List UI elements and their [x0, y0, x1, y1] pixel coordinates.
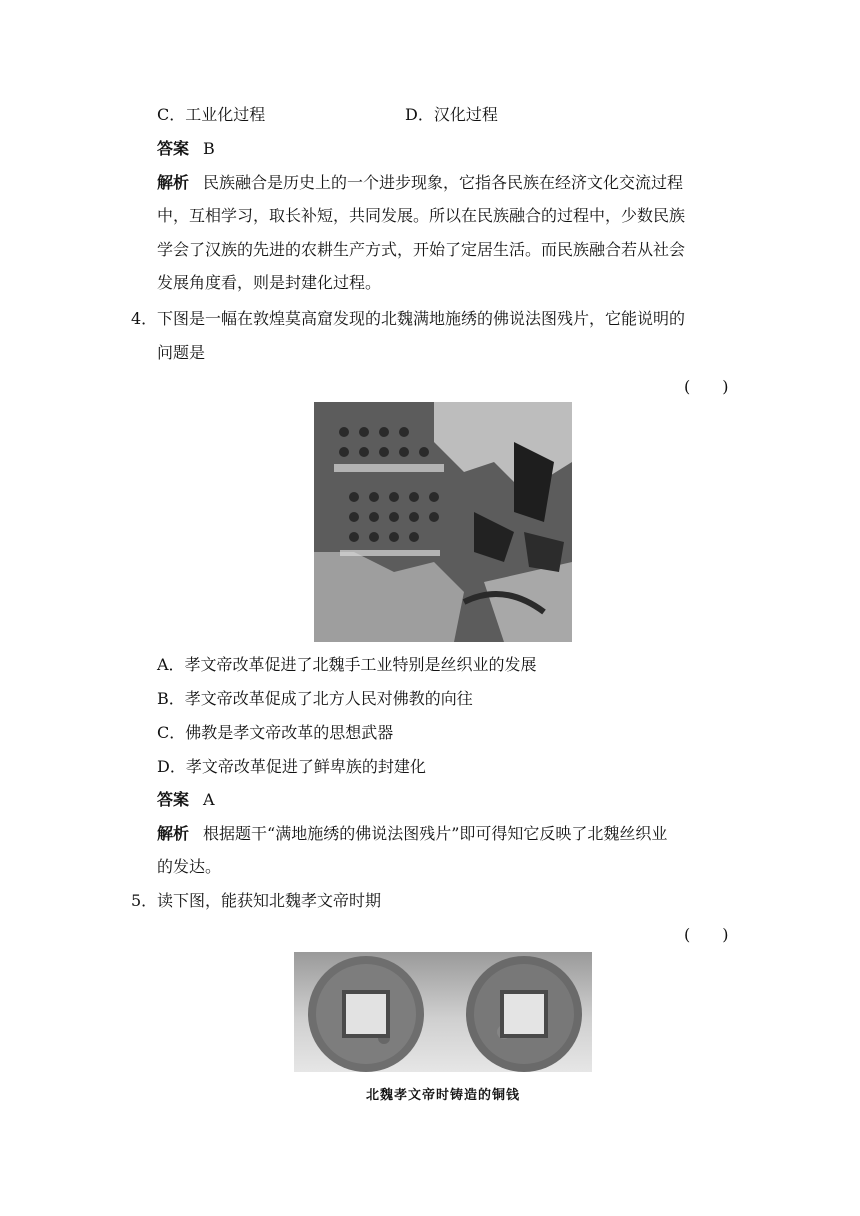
analysis-label: 解析 — [157, 173, 190, 192]
answer-label: 答案 — [157, 139, 190, 158]
q4-stem-line-2: 问题是 — [157, 343, 206, 362]
q4-answer-bracket: ( ) — [684, 377, 729, 396]
q4-analysis-line-2: 的发达。 — [157, 857, 222, 876]
q5-answer-bracket: ( ) — [684, 925, 729, 944]
q3-analysis-line-4: 发展角度看，则是封建化过程。 — [157, 273, 382, 292]
answer-value: B — [203, 139, 215, 158]
analysis-text: 根据题干“满地施绣的佛说法图残片”即可得知它反映了北魏丝织业 — [203, 824, 668, 843]
q3-analysis-line-2: 中，互相学习，取长补短，共同发展。所以在民族融合的过程中，少数民族 — [157, 206, 686, 225]
coins-caption: 北魏孝文帝时铸造的铜钱 — [365, 1088, 520, 1103]
q5-number: 5． — [131, 891, 158, 910]
answer-value: A — [203, 790, 215, 809]
coins-icon — [294, 952, 592, 1072]
q5-stem: 读下图，能获知北魏孝文帝时期 — [157, 891, 382, 910]
q3-option-c: C．工业化过程 — [157, 105, 266, 124]
q4-option-a: A．孝文帝改革促进了北魏手工业特别是丝织业的发展 — [157, 655, 537, 674]
q4-option-c: C．佛教是孝文帝改革的思想武器 — [157, 723, 394, 742]
q4-option-b: B．孝文帝改革促成了北方人民对佛教的向往 — [157, 689, 473, 708]
q4-number: 4． — [131, 309, 158, 328]
embroidery-fragment-photo — [314, 402, 572, 642]
analysis-text: 民族融合是历史上的一个进步现象，它指各民族在经济文化交流过程 — [203, 173, 684, 192]
q3-option-d: D．汉化过程 — [405, 105, 498, 124]
embroidery-icon — [314, 402, 572, 642]
bronze-coins-photo — [294, 952, 592, 1072]
analysis-label: 解析 — [157, 824, 190, 843]
answer-label: 答案 — [157, 790, 190, 809]
q3-analysis-line-3: 学会了汉族的先进的农耕生产方式，开始了定居生活。而民族融合若从社会 — [157, 240, 686, 259]
q4-analysis-line-1 — [157, 823, 667, 845]
q4-option-d: D．孝文帝改革促进了鲜卑族的封建化 — [157, 757, 426, 776]
q3-analysis-line-1 — [157, 172, 683, 194]
q4-stem-line-1: 下图是一幅在敦煌莫高窟发现的北魏满地施绣的佛说法图残片，它能说明的 — [157, 309, 686, 328]
q3-answer — [157, 138, 215, 160]
q4-answer — [157, 789, 215, 811]
